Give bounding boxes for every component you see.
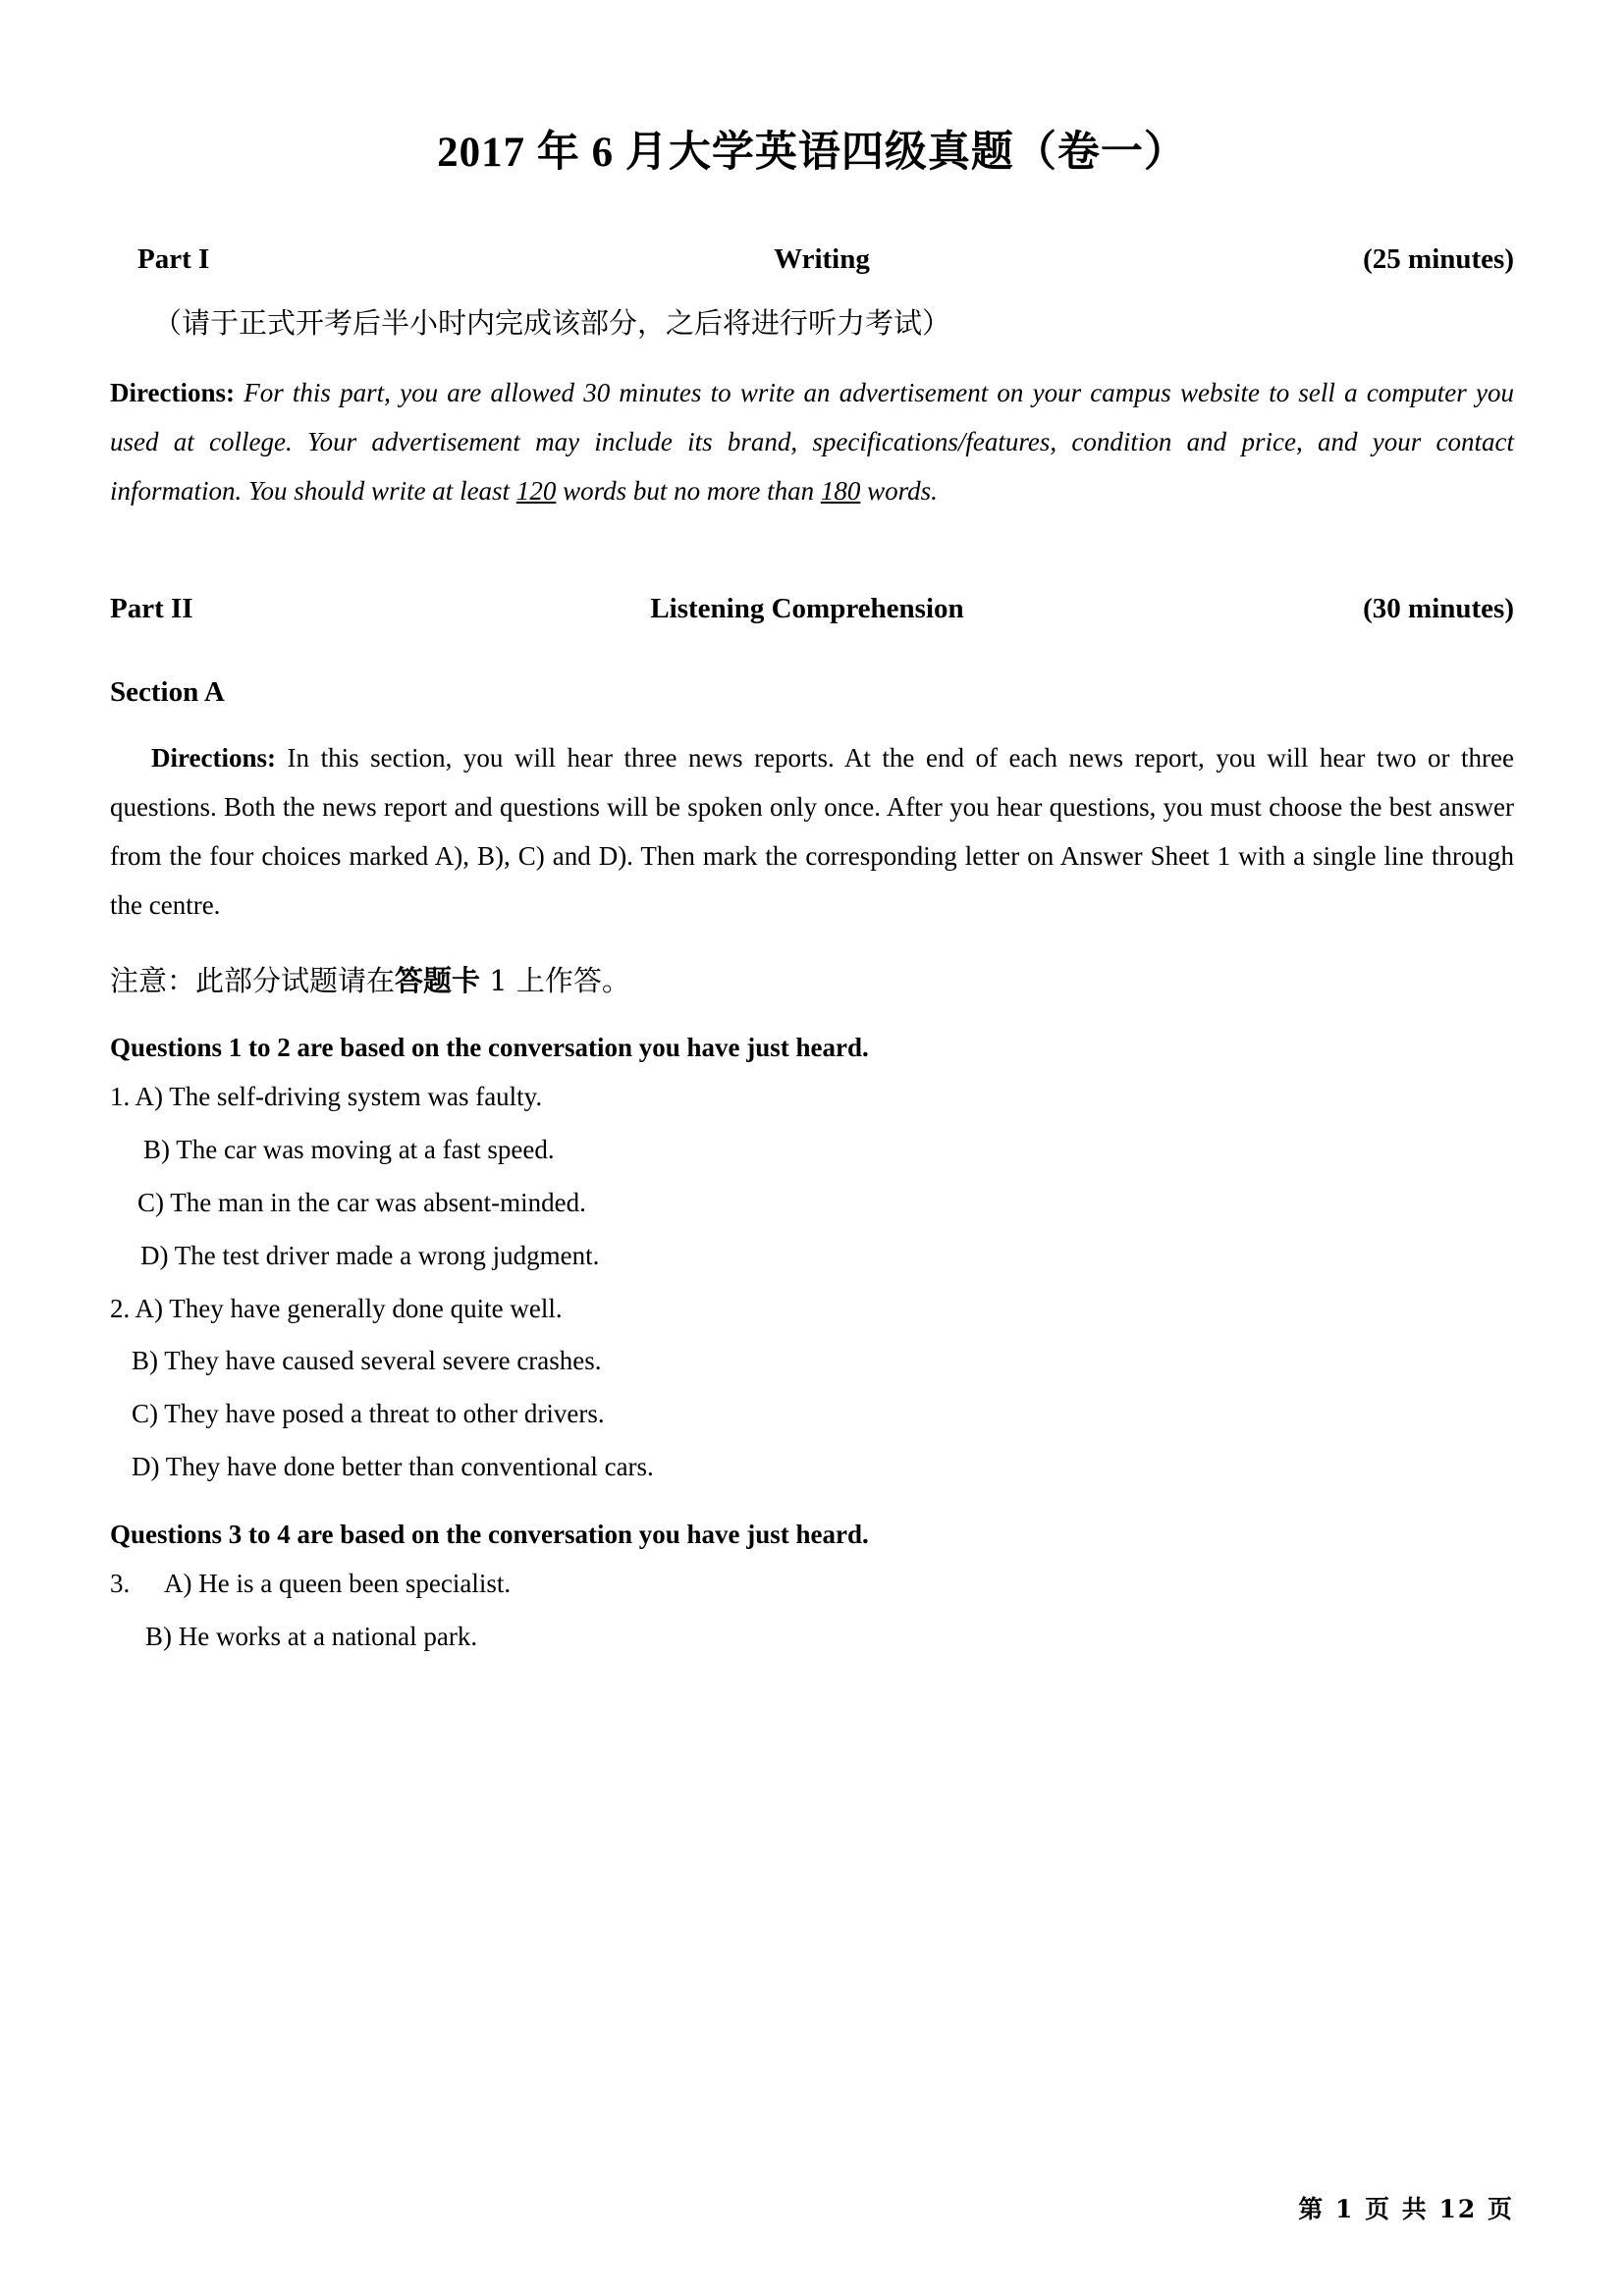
list-item [110,1291,1514,1328]
question-3-option-a: A) He is a queen been specialist. [164,1568,512,1598]
list-item: B) The car was moving at a fast speed. [143,1135,555,1165]
question-1-number: 1. [110,1082,131,1112]
part-1-directions-max-words: 180 [820,475,861,506]
part-2-label: Part II [110,592,193,624]
part-1-time: (25 minutes) [1363,242,1514,275]
part-1-directions-text-a: For this part, you are allowed 30 minutes to write an advertisement on your campus website to sell a computer you used at college. Your advertisement may include its brand, specifications/features, condition and price, and your contact information. You should write at least [110,377,1514,506]
part-1-directions-label: Directions: [110,377,235,407]
list-item: B) He works at a national park. [145,1621,478,1651]
part-2-name: Listening Comprehension [650,592,964,624]
part-1-directions-min-words: 120 [515,475,557,506]
list-item [110,1566,1514,1603]
list-item [110,1079,1514,1116]
question-2-option-a: A) They have generally done quite well. [135,1293,563,1323]
list-item: D) The test driver made a wrong judgment. [140,1240,600,1270]
question-3-number: 3. [110,1568,131,1598]
question-2-number: 2. [110,1293,131,1323]
part-2-heading [110,593,1514,625]
question-1-option-a: A) The self-driving system was faulty. [135,1082,543,1112]
part-1-directions [110,369,1514,516]
attention-answer-card: 答题卡 [395,964,481,998]
part-1-directions-text-c: words. [860,475,938,506]
answer-sheet-attention [110,959,1514,999]
questions-3-4-heading: Questions 3 to 4 are based on the conversation you have just heard. [110,1519,869,1549]
page-title: 2017 年 6 月大学英语四级真题（卷一） [437,130,1187,176]
part-1-name: Writing [774,242,870,275]
part-1-chinese-note: （请于正式开考后半小时内完成该部分，之后将进行听力考试） [153,305,951,340]
list-item: C) They have posed a threat to other drivers. [132,1399,605,1429]
section-a-label: Section A [110,675,225,708]
attention-text-a: 注意：此部分试题请在 [110,964,396,998]
part-2-directions-label: Directions: [151,742,276,773]
part-2-time: (30 minutes) [1363,592,1514,624]
part-2-directions [110,734,1514,931]
list-item: D) They have done better than conventional cars. [132,1452,654,1482]
list-item: B) They have caused several severe crashes. [132,1346,602,1376]
questions-1-2-heading: Questions 1 to 2 are based on the conversation you have just heard. [110,1033,869,1063]
part-2-directions-text: In this section, you will hear three news reports. At the end of each news report, you will hear two or three questions. Both the news report and questions will be spoken only once. After you hear questions, you must choose the best answer from the four choices marked A), B), C) and D). Then mark the corresponding letter on Answer Sheet 1 with a single line through the centre. [110,742,1515,920]
page-footer: 第 1 页 共 12 页 [1298,2195,1514,2223]
part-1-heading [110,243,1514,276]
list-item: C) The man in the car was absent-minded. [137,1188,586,1218]
part-1-directions-text-b: words but no more than [556,475,821,506]
attention-text-c: 1 上作答。 [480,964,630,998]
part-1-label: Part I [137,242,210,275]
